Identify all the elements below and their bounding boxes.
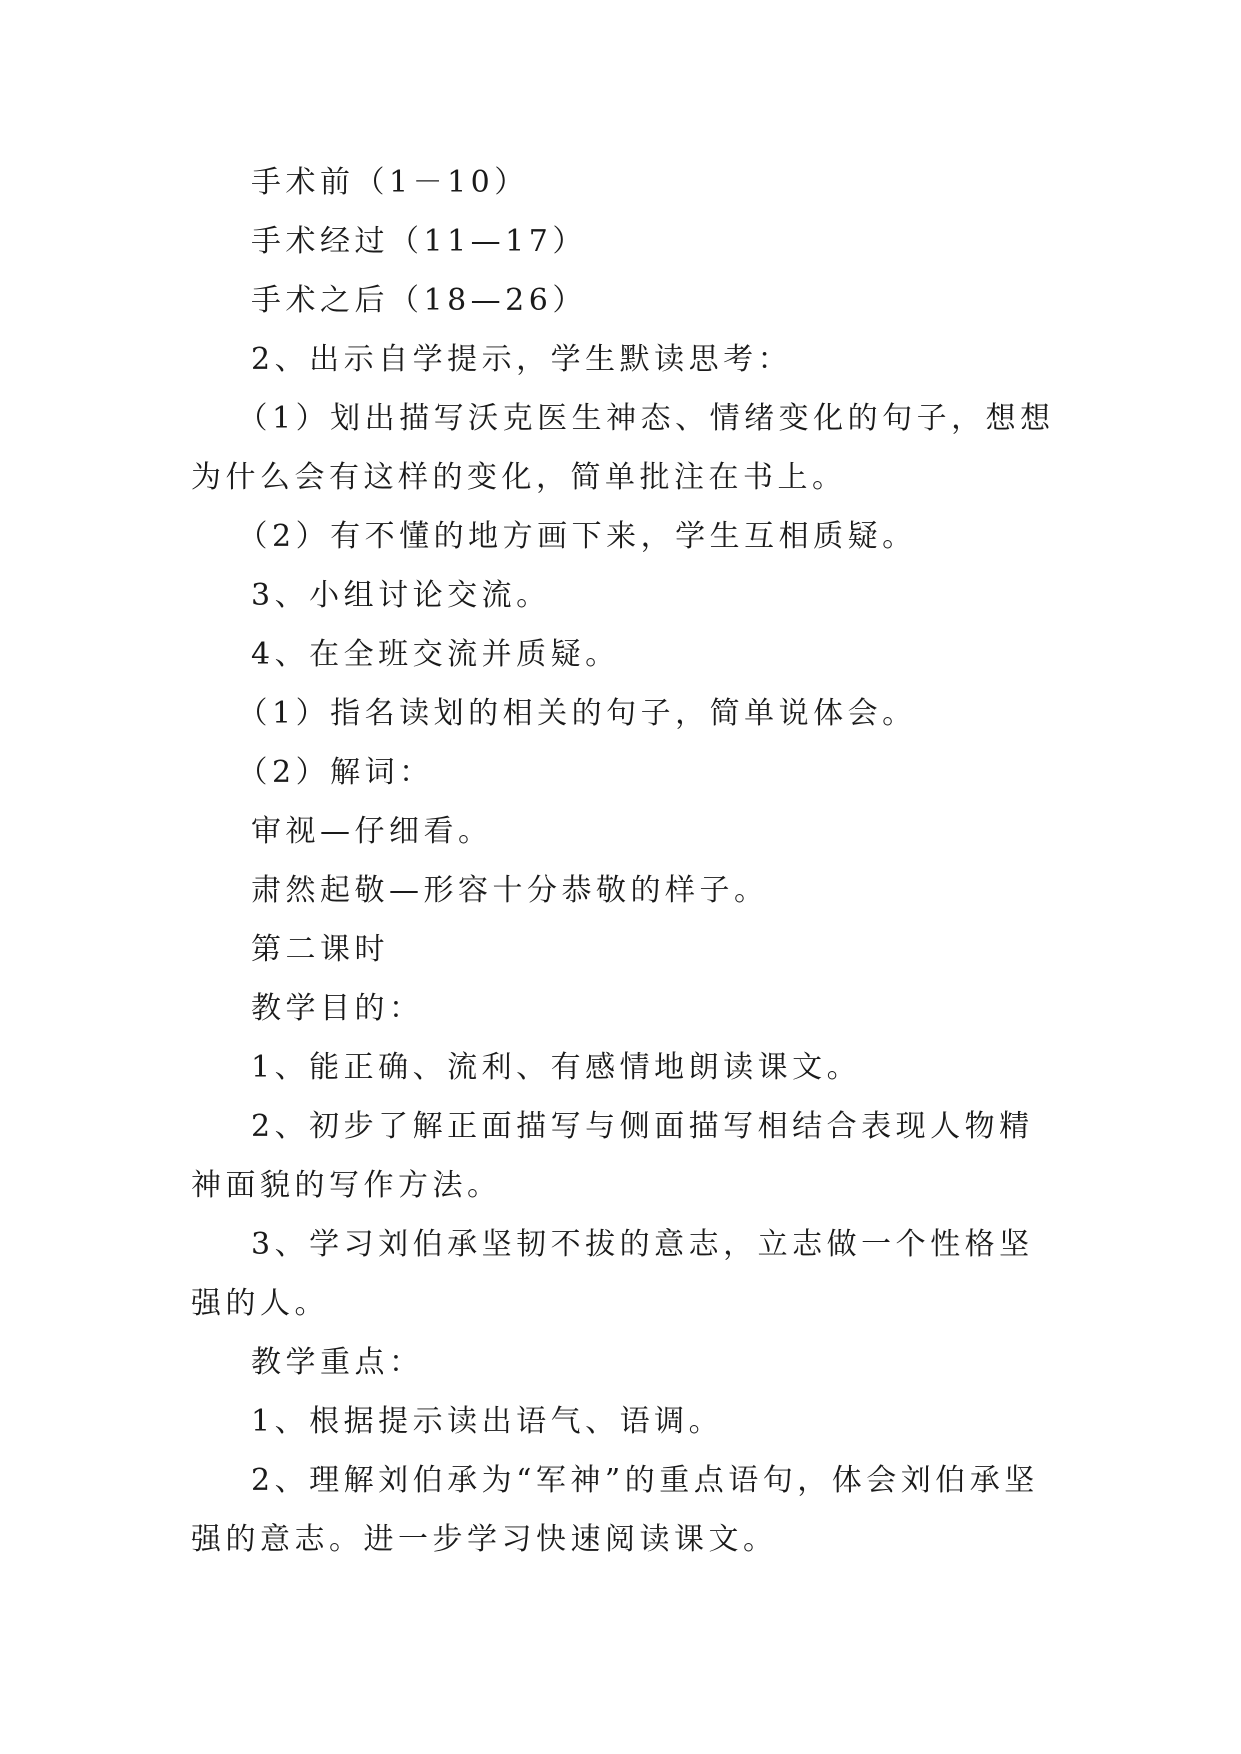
document-body [191, 153, 1061, 1569]
paragraph: 1、能正确、流利、有感情地朗读课文。 [251, 1050, 862, 1085]
paragraph: 手术经过（11—17） [251, 224, 587, 259]
paragraph: 1、根据提示读出语气、语调。 [251, 1404, 724, 1439]
paragraph: 审视—仔细看。 [251, 814, 493, 849]
paragraph: 2、理解刘伯承为“军神”的重点语句，体会刘伯承坚强的意志。进一步学习快速阅读课文。 [191, 1463, 1039, 1557]
paragraph: （2）解词： [237, 755, 434, 790]
paragraph: 2、初步了解正面描写与侧面描写相结合表现人物精神面貌的写作方法。 [191, 1109, 1034, 1203]
section-heading: 第二课时 [251, 932, 389, 967]
paragraph: 3、学习刘伯承坚韧不拔的意志，立志做一个性格坚强的人。 [191, 1227, 1034, 1321]
paragraph: （2）有不懂的地方画下来，学生互相质疑。 [237, 519, 917, 554]
paragraph: 教学目的： [251, 991, 424, 1026]
paragraph: 手术之后（18—26） [251, 283, 587, 318]
paragraph: （1）划出描写沃克医生神态、情绪变化的句子，想想为什么会有这样的变化，简单批注在书上。 [191, 401, 1055, 495]
paragraph: （1）指名读划的相关的句子，简单说体会。 [237, 696, 917, 731]
paragraph: 教学重点： [251, 1345, 424, 1380]
paragraph: 手术前（1－10） [251, 165, 529, 200]
paragraph: 3、小组讨论交流。 [251, 578, 551, 613]
paragraph: 2、出示自学提示，学生默读思考： [251, 342, 793, 377]
paragraph: 肃然起敬—形容十分恭敬的样子。 [251, 873, 769, 908]
paragraph: 4、在全班交流并质疑。 [251, 637, 620, 672]
